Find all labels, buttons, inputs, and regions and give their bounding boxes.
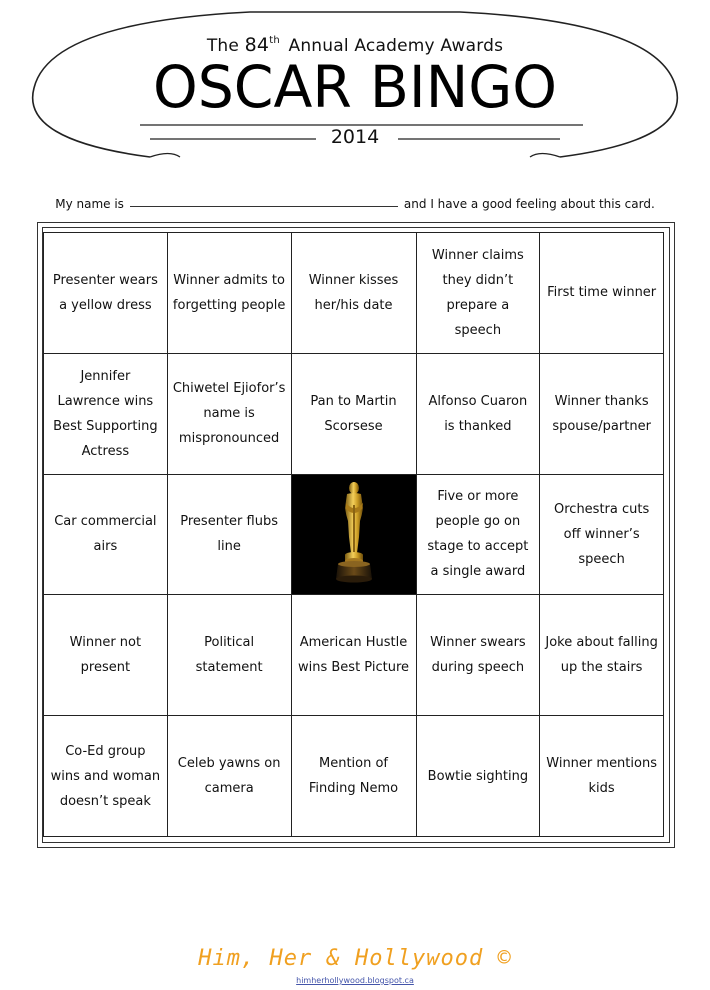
bingo-cell-r3c4[interactable]: Five or more people go on stage to accept a single award xyxy=(417,475,541,596)
bingo-cell-r4c3[interactable]: American Hustle wins Best Picture xyxy=(292,595,417,716)
bingo-cell-r2c4[interactable]: Alfonso Cuaron is thanked xyxy=(417,354,541,475)
page-title: OSCAR BINGO xyxy=(152,53,558,121)
bingo-cell-r5c2[interactable]: Celeb yawns on camera xyxy=(168,716,292,837)
bingo-cell-r4c4[interactable]: Winner swears during speech xyxy=(417,595,541,716)
bingo-cell-r4c1[interactable]: Winner not present xyxy=(44,595,168,716)
oscar-statuette-icon xyxy=(292,475,416,594)
bingo-cell-r1c1[interactable]: Presenter wears a yellow dress xyxy=(44,233,168,354)
year-label: 2014 xyxy=(330,126,380,148)
subtitle-number: 84 xyxy=(244,34,270,56)
bingo-cell-r1c5[interactable]: First time winner xyxy=(540,233,664,354)
header-banner xyxy=(0,0,710,185)
name-blank[interactable] xyxy=(130,206,398,207)
bingo-grid xyxy=(43,232,664,837)
subtitle-rest: Annual Academy Awards xyxy=(288,36,504,56)
bingo-cell-r5c3[interactable]: Mention of Finding Nemo xyxy=(292,716,417,837)
bingo-cell-r1c2[interactable]: Winner admits to forgetting people xyxy=(168,233,292,354)
bingo-cell-r4c5[interactable]: Joke about falling up the stairs xyxy=(540,595,664,716)
bingo-cell-r5c4[interactable]: Bowtie sighting xyxy=(417,716,541,837)
bingo-cell-r1c4[interactable]: Winner claims they didn’t prepare a speech xyxy=(417,233,541,354)
bingo-cell-r2c5[interactable]: Winner thanks spouse/partner xyxy=(540,354,664,475)
name-prefix: My name is xyxy=(55,197,124,211)
bingo-cell-r1c3[interactable]: Winner kisses her/his date xyxy=(292,233,417,354)
bingo-cell-r2c2[interactable]: Chiwetel Ejiofor’s name is mispronounced xyxy=(168,354,292,475)
name-line xyxy=(0,197,710,211)
credit-text: Him, Her & Hollywood © xyxy=(198,946,512,971)
bingo-cell-r5c1[interactable]: Co-Ed group wins and woman doesn’t speak xyxy=(44,716,168,837)
bingo-cell-r2c1[interactable]: Jennifer Lawrence wins Best Supporting Actress xyxy=(44,354,168,475)
subtitle-ordinal: th xyxy=(269,35,280,46)
bingo-cell-r3c2[interactable]: Presenter flubs line xyxy=(168,475,292,596)
bingo-cell-r2c3[interactable]: Pan to Martin Scorsese xyxy=(292,354,417,475)
bingo-cell-r4c2[interactable]: Political statement xyxy=(168,595,292,716)
subtitle-prefix: The xyxy=(206,36,240,56)
name-suffix: and I have a good feeling about this card. xyxy=(403,197,655,211)
bingo-cell-r5c5[interactable]: Winner mentions kids xyxy=(540,716,664,837)
source-link[interactable]: himherhollywood.blogspot.ca xyxy=(296,976,414,985)
bingo-cell-r3c5[interactable]: Orchestra cuts off winner’s speech xyxy=(540,475,664,596)
bingo-cell-r3c1[interactable]: Car commercial airs xyxy=(44,475,168,596)
free-space[interactable] xyxy=(292,475,417,596)
